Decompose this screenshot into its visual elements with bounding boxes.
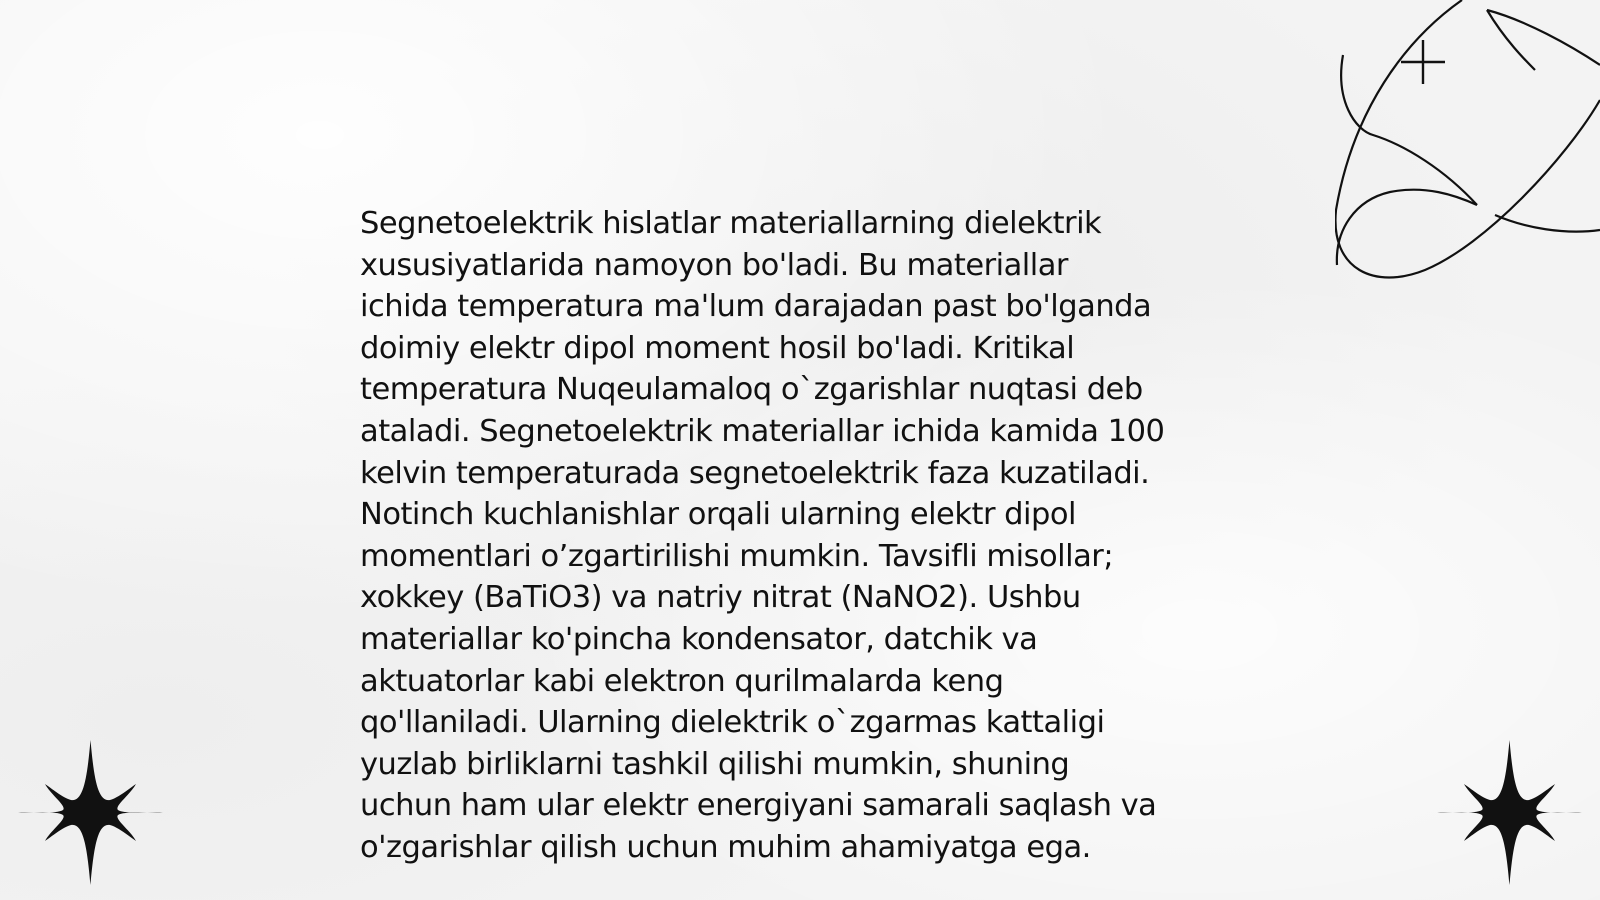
slide-body-text: Segnetoelektrik hislatlar materiallarning dielektrik xususiyatlarida namoyon bo'ladi. Bu materiallar ichida temperatura ma'lum darajadan past bo'lganda doimiy elektr dipol moment hosil bo'ladi. Kritikal temperatura Nuqeulamaloq o`zgarishlar nuqtasi deb ataladi. Segnetoelektrik materiallar ichida kamida 100 kelvin temperaturada segnetoelektrik faza kuzatiladi. Notinch kuchlanishlar orqali ularning elektr dipol momentlari o’zgartirilishi mumkin. Tavsifli misollar; xokkey (BaTiO3) va natriy nitrat (NaNO2). Ushbu materiallar ko'pincha kondensator, datchik va aktuatorlar kabi elektron qurilmalarda keng qo'llaniladi. Ularning dielektrik o`zgarmas kattaligi yuzlab birliklarni tashkil qilishi mumkin, shuning uchun ham ular elektr energiyani samarali saqlash va o'zgarishlar qilish uchun muhim ahamiyatga ega.	[360, 206, 1165, 865]
four-point-star-icon	[1437, 740, 1582, 885]
four-point-star-icon	[18, 740, 163, 885]
orbit-lines-icon	[1335, 0, 1600, 290]
